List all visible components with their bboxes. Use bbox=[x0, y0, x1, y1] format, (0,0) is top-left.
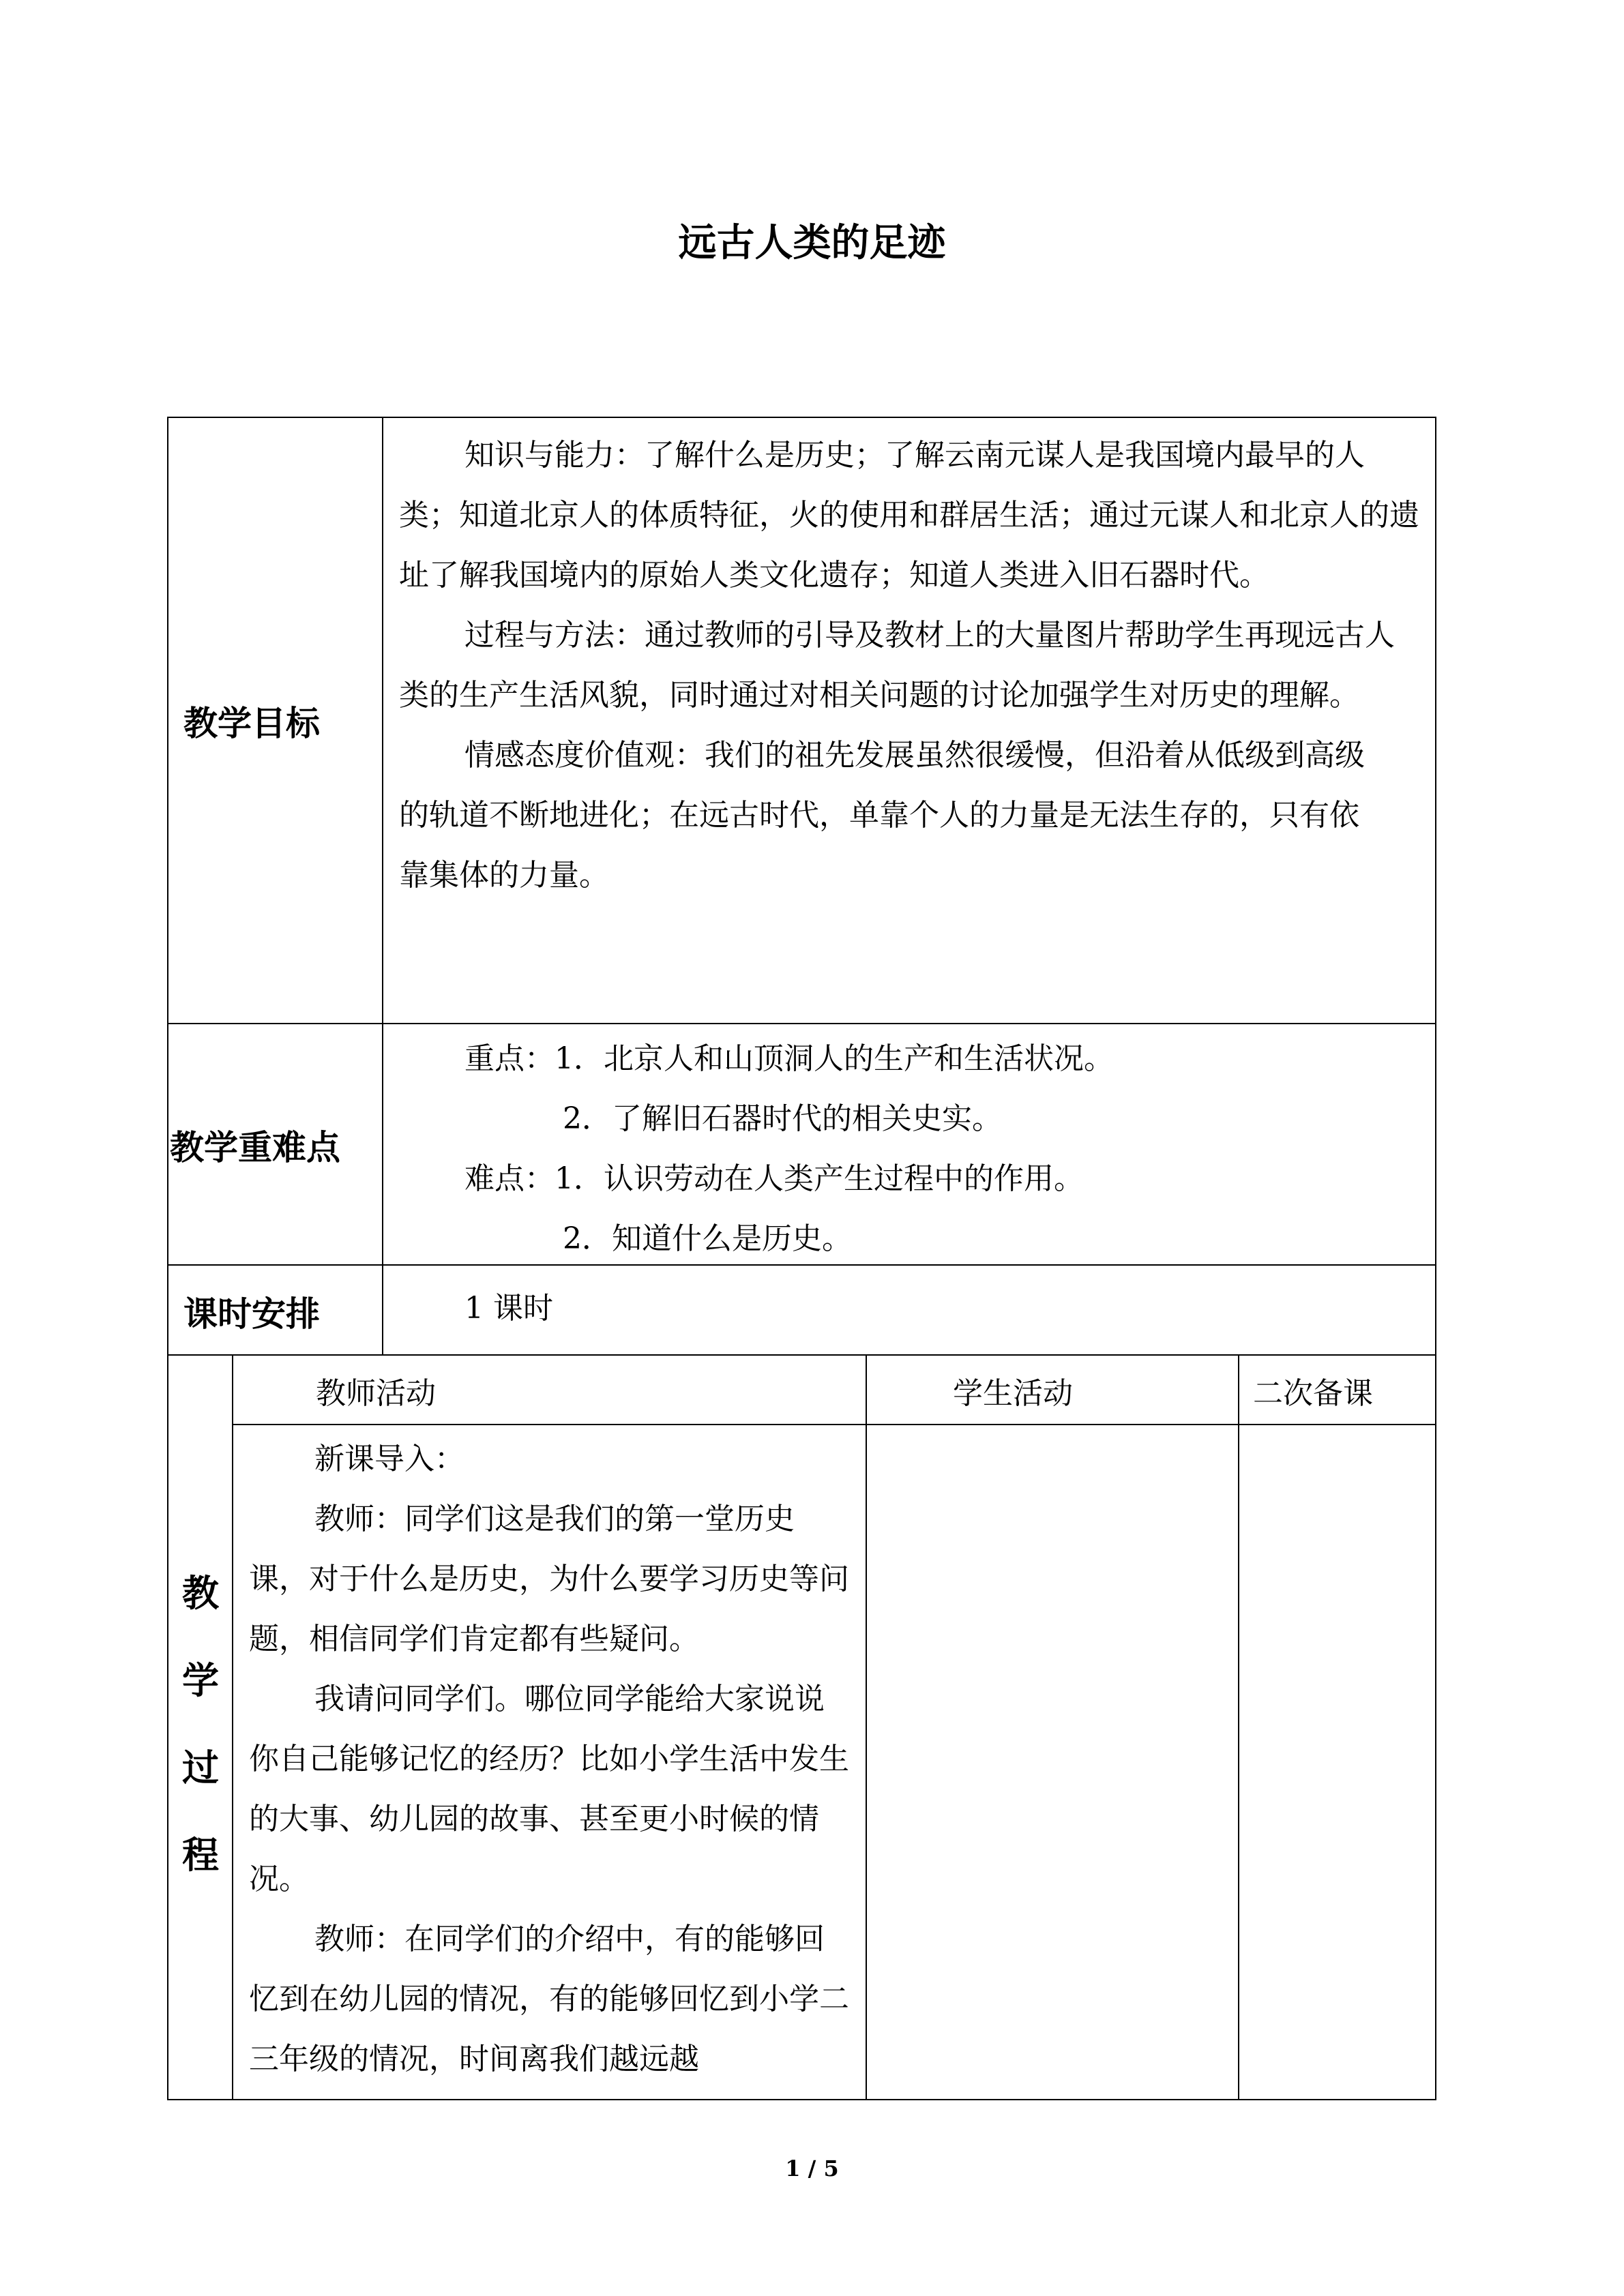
key-point-line: 重点：1．北京人和山顶洞人的生产和生活状况。 bbox=[464, 1041, 1114, 1076]
header-second-prep: 二次备课 bbox=[1253, 1376, 1373, 1411]
process-label-char: 程 bbox=[182, 1834, 219, 1877]
teacher-activity-paragraph: 新课导入： bbox=[314, 1442, 464, 1476]
page-number: 1 / 5 bbox=[785, 2156, 839, 2181]
objective-values: 情感态度价值观：我们的祖先发展虽然很缓慢，但沿着从低级到高级的轨道不断地进化；在远古时代，单靠个人的力量是无法生存的，只有依靠集体的力量。 bbox=[399, 738, 1365, 893]
teacher-activity-paragraph: 教师：同学们这是我们的第一堂历史课，对于什么是历史，为什么要学习历史等问题，相信同学们肯定都有些疑问。 bbox=[249, 1502, 849, 1656]
process-label-char: 过 bbox=[182, 1746, 219, 1789]
objectives-content bbox=[399, 426, 1422, 906]
row-divider bbox=[168, 1023, 1435, 1024]
key-point-line: 2．了解旧石器时代的相关史实。 bbox=[563, 1101, 1002, 1136]
process-label-char: 学 bbox=[182, 1659, 219, 1702]
process-label-char: 教 bbox=[182, 1572, 219, 1615]
objective-method: 过程与方法：通过教师的引导及教材上的大量图片帮助学生再现远古人类的生产生活风貌，同时通过对相关问题的讨论加强学生对历史的理解。 bbox=[399, 618, 1395, 713]
process-label bbox=[180, 1550, 221, 1899]
column-divider bbox=[1238, 1354, 1239, 2100]
header-teacher-activity: 教师活动 bbox=[316, 1376, 436, 1411]
row-divider bbox=[168, 1354, 1435, 1356]
key-points-content bbox=[464, 1029, 1114, 1269]
column-divider bbox=[232, 1354, 233, 2100]
teacher-activity-content bbox=[249, 1429, 849, 2089]
column-divider bbox=[382, 418, 383, 1354]
column-divider bbox=[866, 1354, 867, 2100]
objectives-label: 教学目标 bbox=[183, 704, 320, 743]
row-divider bbox=[232, 1424, 1435, 1425]
objective-knowledge: 知识与能力：了解什么是历史；了解云南元谋人是我国境内最早的人类；知道北京人的体质特征，火的使用和群居生活；通过元谋人和北京人的遗址了解我国境内的原始人类文化遗存；知道人类进入旧石器时代。 bbox=[399, 438, 1419, 593]
lesson-plan-table bbox=[167, 417, 1436, 2100]
schedule-value: 1 课时 bbox=[464, 1291, 553, 1326]
teacher-activity-paragraph: 教师：在同学们的介绍中，有的能够回忆到在幼儿园的情况，有的能够回忆到小学二三年级的情况，时间离我们越远越 bbox=[249, 1922, 849, 2076]
difficulty-line: 2．知道什么是历史。 bbox=[563, 1221, 852, 1256]
document-title: 远古人类的足迹 bbox=[678, 221, 946, 265]
header-student-activity: 学生活动 bbox=[953, 1376, 1073, 1411]
difficulty-line: 难点：1．认识劳动在人类产生过程中的作用。 bbox=[464, 1161, 1084, 1196]
teacher-activity-paragraph: 我请问同学们。哪位同学能给大家说说你自己能够记忆的经历？比如小学生活中发生的大事、幼儿园的故事、甚至更小时候的情况。 bbox=[249, 1682, 849, 1896]
key-points-label: 教学重难点 bbox=[170, 1128, 340, 1167]
schedule-label: 课时安排 bbox=[183, 1294, 320, 1334]
